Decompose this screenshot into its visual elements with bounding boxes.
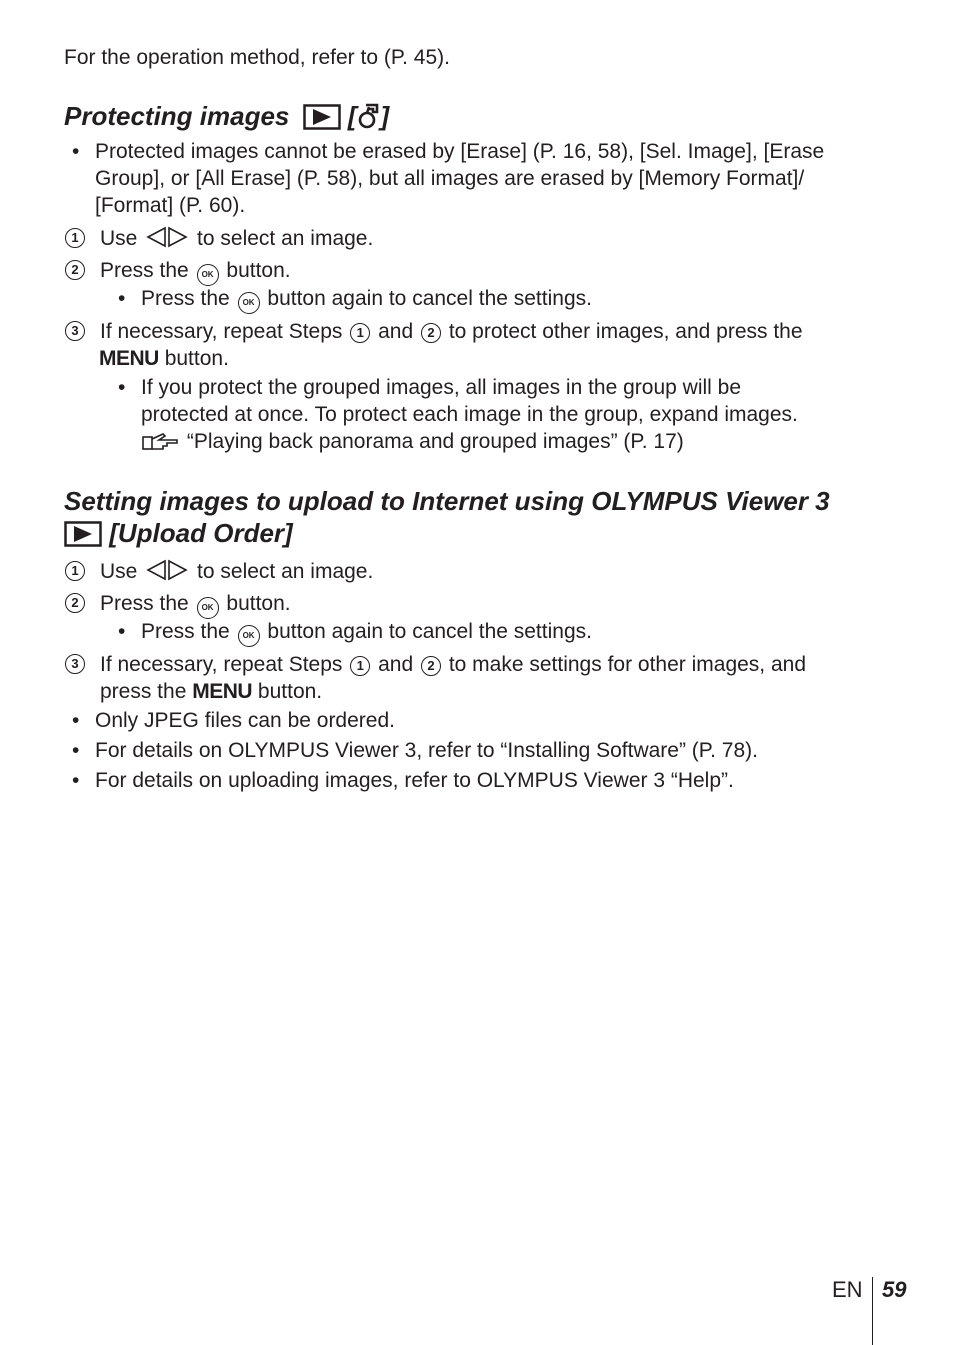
step-text: to select an image. (197, 227, 374, 250)
protect-step-3-cont (99, 345, 229, 372)
protect-step-3-sub-2: protected at once. To protect each image in the group, expand images. (141, 403, 798, 426)
step-text: to protect other images, and press the (448, 320, 803, 343)
upload-step-3 (100, 651, 806, 678)
step-text: and (378, 320, 414, 343)
step-text: Press the (100, 592, 189, 615)
upload-step-2 (100, 590, 291, 619)
bullet-dot: • (118, 376, 126, 399)
protect-step-3 (100, 318, 803, 345)
step-text: button. (164, 347, 229, 370)
reference-text: “Playing back panorama and grouped images” (P. 17) (186, 430, 684, 453)
step-text: Use (100, 227, 138, 250)
step-text: to select an image. (197, 560, 374, 583)
ok-button-icon: OK (238, 625, 260, 647)
bullet-dot: • (118, 287, 126, 310)
footer-language: EN (832, 1277, 863, 1302)
protect-bracket-close: ] (380, 101, 390, 131)
upload-note-2: For details on OLYMPUS Viewer 3, refer to “Installing Software” (P. 78). (95, 739, 758, 762)
step-text: Press the (100, 259, 189, 282)
ok-button-icon: OK (197, 597, 219, 619)
protect-step-2 (100, 257, 291, 286)
intro-text: For the operation method, refer to (P. 45). (64, 46, 450, 69)
step-text: to make settings for other images, and (448, 653, 807, 676)
section-heading-upload: Setting images to upload to Internet using OLYMPUS Viewer 3 (64, 486, 830, 516)
step-text: button. (226, 259, 291, 282)
upload-note-3: For details on uploading images, refer to OLYMPUS Viewer 3 “Help”. (95, 769, 734, 792)
bullet-dot: • (72, 769, 80, 792)
step-text: press the (100, 680, 187, 703)
step-text: Use (100, 560, 138, 583)
reference-hand-icon (141, 431, 181, 451)
step-ref-2: 2 (421, 656, 441, 676)
step-ref-1: 1 (350, 323, 370, 343)
protect-key-icon (357, 102, 381, 130)
upload-note-1: Only JPEG files can be ordered. (95, 709, 395, 732)
menu-button-label: MENU (99, 347, 159, 370)
playback-icon (303, 104, 341, 130)
step-number-1: 1 (65, 228, 85, 248)
section-heading-protect (64, 100, 389, 132)
protect-bracket-open: [ (347, 101, 357, 131)
step-text: Press the (141, 287, 230, 310)
step-number-3: 3 (65, 654, 85, 674)
step-text: If necessary, repeat Steps (100, 320, 343, 343)
protect-step-2-sub (141, 285, 592, 314)
step-number-3: 3 (65, 321, 85, 341)
protect-note-line-1: Protected images cannot be erased by [Erase] (P. 16, 58), [Sel. Image], [Erase (95, 140, 825, 163)
left-right-arrows-icon (145, 226, 189, 248)
step-ref-2: 2 (421, 323, 441, 343)
step-text: button again to cancel the settings. (267, 620, 592, 643)
step-text: Press the (141, 620, 230, 643)
step-text: button. (257, 680, 323, 703)
bullet-dot: • (72, 709, 80, 732)
step-number-2: 2 (65, 593, 85, 613)
section-heading-upload-line2 (64, 517, 293, 549)
step-text: If necessary, repeat Steps (100, 653, 343, 676)
playback-icon (64, 521, 102, 547)
bullet-dot: • (118, 620, 126, 643)
protect-step-1 (100, 225, 373, 252)
ok-button-icon: OK (197, 264, 219, 286)
page-number: 59 (882, 1277, 907, 1302)
upload-order-title: [Upload Order] (109, 518, 293, 548)
step-text: and (378, 653, 414, 676)
step-ref-1: 1 (350, 656, 370, 676)
upload-step-3-cont (100, 678, 322, 705)
bullet-dot: • (72, 739, 80, 762)
step-number-1: 1 (65, 561, 85, 581)
protect-note-line-3: [Format] (P. 60). (95, 194, 246, 217)
step-text: button. (226, 592, 291, 615)
bullet-dot: • (72, 140, 80, 163)
protect-step-3-sub-1: If you protect the grouped images, all images in the group will be (141, 376, 742, 399)
step-text: button again to cancel the settings. (267, 287, 592, 310)
ok-button-icon: OK (238, 292, 260, 314)
footer-divider (872, 1277, 873, 1345)
left-right-arrows-icon (145, 559, 189, 581)
upload-step-2-sub (141, 618, 592, 647)
upload-step-1 (100, 558, 373, 585)
protect-title: Protecting images (64, 101, 290, 131)
menu-button-label: MENU (192, 680, 253, 703)
protect-step-3-ref (141, 428, 684, 455)
step-number-2: 2 (65, 260, 85, 280)
protect-note-line-2: Group], or [All Erase] (P. 58), but all images are erased by [Memory Format]/ (95, 167, 805, 190)
